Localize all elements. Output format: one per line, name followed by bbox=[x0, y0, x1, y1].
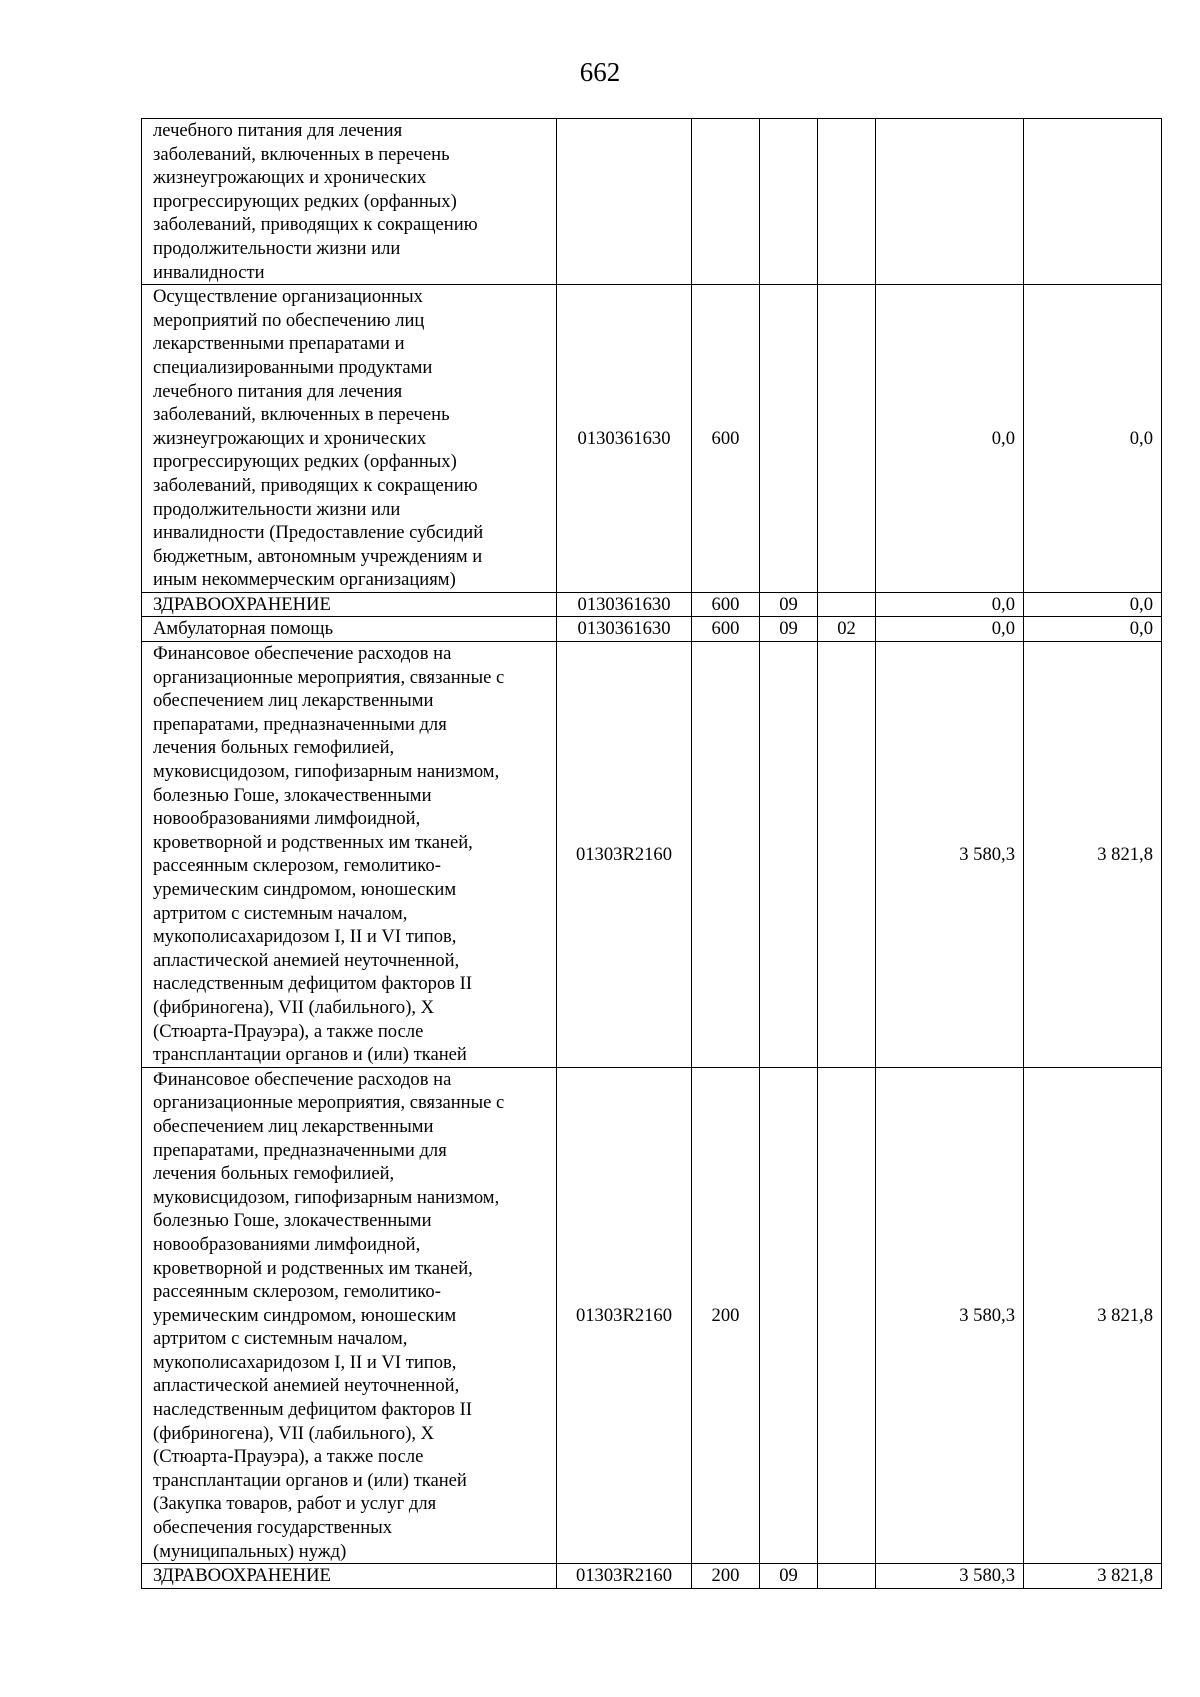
table-row bbox=[142, 617, 1162, 642]
subsection-cell bbox=[818, 1067, 876, 1563]
item-name-cell: Осуществление организационных мероприятий по обеспечению лиц лекарственными препаратами и специализированными продуктами лечебного питания для лечения заболеваний, включенных в перечень жизнеугрожающих и хронических прогрессирующих редких (орфанных) заболеваний, приводящих к сокращению продолжительности жизни или инвалидности (Предоставление субсидий бюджетным, автономным учреждениям и иным некоммерческим организациям) bbox=[142, 285, 557, 593]
expense-type-cell: 200 bbox=[692, 1067, 760, 1563]
expense-type-cell bbox=[692, 642, 760, 1068]
amount-year-2-cell bbox=[1024, 119, 1162, 285]
section-cell: 09 bbox=[760, 1564, 818, 1589]
item-name-cell: лечебного питания для лечения заболеваний, включенных в перечень жизнеугрожающих и хронических прогрессирующих редких (орфанных) заболеваний, приводящих к сокращению продолжительности жизни или инвалидности bbox=[142, 119, 557, 285]
subsection-cell: 02 bbox=[818, 617, 876, 642]
item-name-cell: ЗДРАВООХРАНЕНИЕ bbox=[142, 592, 557, 617]
table-row bbox=[142, 1067, 1162, 1563]
target-article-code-cell: 0130361630 bbox=[557, 285, 692, 593]
item-name-cell: Финансовое обеспечение расходов на организационные мероприятия, связанные с обеспечением лиц лекарственными препаратами, предназначенными для лечения больных гемофилией, муковисцидозом, гипофизарным нанизмом, болезнью Гоше, злокачественными новообразованиями лимфоидной, кроветворной и родственных им тканей, рассеянным склерозом, гемолитико- уремическим синдромом, юношеским артритом с системным началом, мукополисахаридозом I, II и VI типов, апластической анемией неуточненной, наследственным дефицитом факторов II (фибриногена), VII (лабильного), X (Стюарта-Прауэра), а также после трансплантации органов и (или) тканей bbox=[142, 642, 557, 1068]
table-row bbox=[142, 642, 1162, 1068]
amount-year-1-cell: 0,0 bbox=[876, 285, 1024, 593]
table-body bbox=[142, 119, 1162, 1589]
section-cell bbox=[760, 119, 818, 285]
item-name-cell: ЗДРАВООХРАНЕНИЕ bbox=[142, 1564, 557, 1589]
amount-year-1-cell bbox=[876, 119, 1024, 285]
section-cell: 09 bbox=[760, 617, 818, 642]
target-article-code-cell: 01303R2160 bbox=[557, 1067, 692, 1563]
subsection-cell bbox=[818, 285, 876, 593]
expense-type-cell bbox=[692, 119, 760, 285]
amount-year-2-cell: 3 821,8 bbox=[1024, 1564, 1162, 1589]
item-name-cell: Финансовое обеспечение расходов на организационные мероприятия, связанные с обеспечением лиц лекарственными препаратами, предназначенными для лечения больных гемофилией, муковисцидозом, гипофизарным нанизмом, болезнью Гоше, злокачественными новообразованиями лимфоидной, кроветворной и родственных им тканей, рассеянным склерозом, гемолитико- уремическим синдромом, юношеским артритом с системным началом, мукополисахаридозом I, II и VI типов, апластической анемией неуточненной, наследственным дефицитом факторов II (фибриногена), VII (лабильного), X (Стюарта-Прауэра), а также после трансплантации органов и (или) тканей (Закупка товаров, работ и услуг для обеспечения государственных (муниципальных) нужд) bbox=[142, 1067, 557, 1563]
target-article-code-cell: 0130361630 bbox=[557, 617, 692, 642]
page-number: 662 bbox=[579, 57, 621, 87]
target-article-code-cell: 01303R2160 bbox=[557, 642, 692, 1068]
amount-year-1-cell: 0,0 bbox=[876, 617, 1024, 642]
subsection-cell bbox=[818, 1564, 876, 1589]
section-cell bbox=[760, 642, 818, 1068]
target-article-code-cell: 0130361630 bbox=[557, 592, 692, 617]
budget-table bbox=[141, 118, 1162, 1589]
expense-type-cell: 200 bbox=[692, 1564, 760, 1589]
subsection-cell bbox=[818, 592, 876, 617]
section-cell bbox=[760, 285, 818, 593]
amount-year-1-cell: 3 580,3 bbox=[876, 642, 1024, 1068]
amount-year-2-cell: 0,0 bbox=[1024, 592, 1162, 617]
amount-year-1-cell: 3 580,3 bbox=[876, 1564, 1024, 1589]
table-row bbox=[142, 285, 1162, 593]
table-row bbox=[142, 592, 1162, 617]
subsection-cell bbox=[818, 642, 876, 1068]
amount-year-2-cell: 0,0 bbox=[1024, 285, 1162, 593]
subsection-cell bbox=[818, 119, 876, 285]
expense-type-cell: 600 bbox=[692, 285, 760, 593]
target-article-code-cell: 01303R2160 bbox=[557, 1564, 692, 1589]
table-row bbox=[142, 1564, 1162, 1589]
table-row bbox=[142, 119, 1162, 285]
amount-year-2-cell: 0,0 bbox=[1024, 617, 1162, 642]
expense-type-cell: 600 bbox=[692, 592, 760, 617]
section-cell bbox=[760, 1067, 818, 1563]
amount-year-2-cell: 3 821,8 bbox=[1024, 642, 1162, 1068]
amount-year-1-cell: 0,0 bbox=[876, 592, 1024, 617]
expense-type-cell: 600 bbox=[692, 617, 760, 642]
amount-year-1-cell: 3 580,3 bbox=[876, 1067, 1024, 1563]
item-name-cell: Амбулаторная помощь bbox=[142, 617, 557, 642]
amount-year-2-cell: 3 821,8 bbox=[1024, 1067, 1162, 1563]
section-cell: 09 bbox=[760, 592, 818, 617]
target-article-code-cell bbox=[557, 119, 692, 285]
